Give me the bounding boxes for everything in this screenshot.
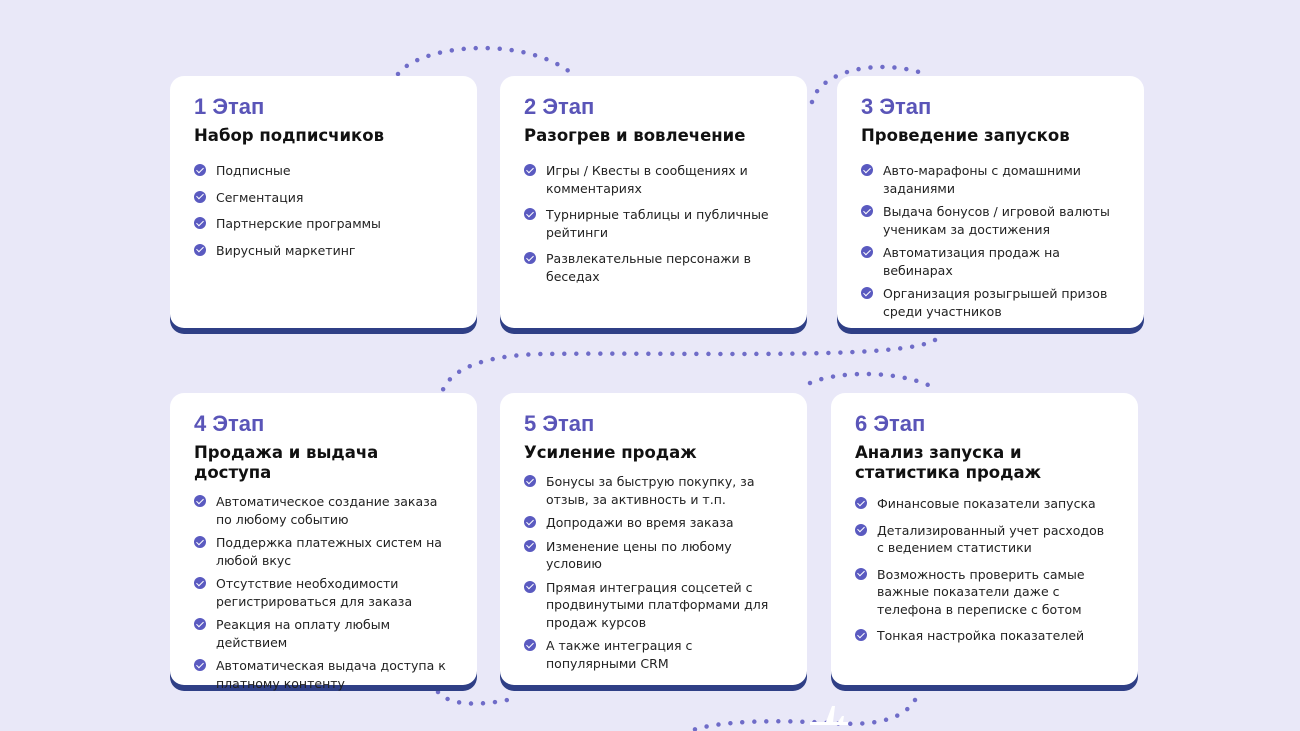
list-item: Отсутствие необходимости регистрироваться для заказа xyxy=(194,575,453,610)
stage-card-1 xyxy=(170,76,477,328)
stage-number: 2 Этап xyxy=(524,94,595,119)
list-item: Бонусы за быструю покупку, за отзыв, за активность и т.п. xyxy=(524,473,783,508)
stage-title: Проведение запусков xyxy=(861,126,1070,145)
list-item: Выдача бонусов / игровой валюты ученикам за достижения xyxy=(861,203,1120,238)
list-item: Авто-марафоны с домашними заданиями xyxy=(861,162,1120,197)
check-circle-icon xyxy=(194,577,206,589)
airplane-icon xyxy=(808,704,850,731)
list-item: Поддержка платежных систем на любой вкус xyxy=(194,534,453,569)
stage-card-3 xyxy=(837,76,1144,328)
check-circle-icon xyxy=(855,568,867,580)
list-item: Сегментация xyxy=(194,189,453,207)
check-circle-icon xyxy=(524,475,536,487)
stage-title: Разогрев и вовлечение xyxy=(524,126,746,145)
feature-list xyxy=(194,162,453,259)
list-item: Автоматизация продаж на вебинарах xyxy=(861,244,1120,279)
check-circle-icon xyxy=(524,164,536,176)
feature-list xyxy=(861,162,1120,320)
feature-list xyxy=(524,162,783,285)
stage-number: 4 Этап xyxy=(194,411,265,436)
check-circle-icon xyxy=(194,164,206,176)
list-item: Финансовые показатели запуска xyxy=(855,495,1114,513)
check-circle-icon xyxy=(194,536,206,548)
check-circle-icon xyxy=(855,497,867,509)
stage-title: Продажа и выдача доступа xyxy=(194,443,379,482)
list-item: Детализированный учет расходов с ведением статистики xyxy=(855,522,1114,557)
list-item: Прямая интеграция соцсетей с продвинутыми платформами для продаж курсов xyxy=(524,579,783,632)
check-circle-icon xyxy=(855,524,867,536)
stage-title: Усиление продаж xyxy=(524,443,697,462)
check-circle-icon xyxy=(524,208,536,220)
stage-number: 6 Этап xyxy=(855,411,926,436)
list-item: Тонкая настройка показателей xyxy=(855,627,1114,645)
check-circle-icon xyxy=(861,205,873,217)
check-circle-icon xyxy=(861,287,873,299)
check-circle-icon xyxy=(861,164,873,176)
check-circle-icon xyxy=(524,639,536,651)
list-item: Автоматическая выдача доступа к платному контенту xyxy=(194,657,453,692)
list-item: Допродажи во время заказа xyxy=(524,514,783,532)
stage-title: Набор подписчиков xyxy=(194,126,385,145)
list-item: Развлекательные персонажи в беседах xyxy=(524,250,783,285)
feature-list xyxy=(855,495,1114,645)
list-item: Партнерские программы xyxy=(194,215,453,233)
list-item: Реакция на оплату любым действием xyxy=(194,616,453,651)
check-circle-icon xyxy=(194,495,206,507)
feature-list xyxy=(524,473,783,672)
stage-number: 3 Этап xyxy=(861,94,932,119)
check-circle-icon xyxy=(524,581,536,593)
list-item: Автоматическое создание заказа по любому событию xyxy=(194,493,453,528)
list-item: Изменение цены по любому условию xyxy=(524,538,783,573)
list-item: А также интеграция с популярными CRM xyxy=(524,637,783,672)
check-circle-icon xyxy=(194,659,206,671)
check-circle-icon xyxy=(194,217,206,229)
list-item: Игры / Квесты в сообщениях и комментариях xyxy=(524,162,783,197)
check-circle-icon xyxy=(855,629,867,641)
check-circle-icon xyxy=(524,516,536,528)
check-circle-icon xyxy=(524,540,536,552)
check-circle-icon xyxy=(861,246,873,258)
list-item: Возможность проверить самые важные показатели даже с телефона в переписке с ботом xyxy=(855,566,1114,619)
stage-number: 1 Этап xyxy=(194,94,265,119)
stage-card-2 xyxy=(500,76,807,328)
check-circle-icon xyxy=(194,618,206,630)
stage-title: Анализ запуска и статистика продаж xyxy=(855,443,1042,482)
feature-list xyxy=(194,493,453,692)
list-item: Вирусный маркетинг xyxy=(194,242,453,260)
check-circle-icon xyxy=(194,244,206,256)
list-item: Турнирные таблицы и публичные рейтинги xyxy=(524,206,783,241)
list-item: Подписные xyxy=(194,162,453,180)
list-item: Организация розыгрышей призов среди участников xyxy=(861,285,1120,320)
stage-card-4 xyxy=(170,393,477,691)
stage-number: 5 Этап xyxy=(524,411,595,436)
stage-card-5 xyxy=(500,393,807,685)
check-circle-icon xyxy=(194,191,206,203)
check-circle-icon xyxy=(524,252,536,264)
stage-card-6 xyxy=(831,393,1138,685)
